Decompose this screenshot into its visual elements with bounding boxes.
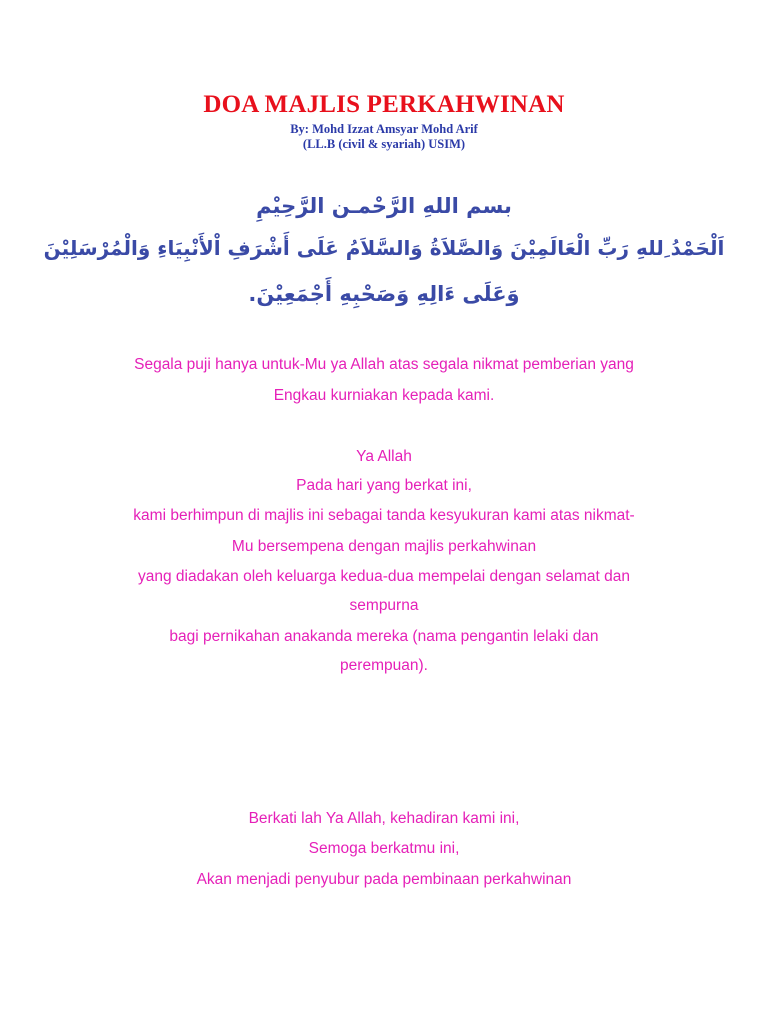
arabic-basmala: بسم اللهِ الرَّحْمـن الرَّحِيْمِ xyxy=(256,194,512,218)
paragraph-3-line-3: Akan menjadi penyubur pada pembinaan perkahwinan xyxy=(196,871,572,888)
paragraph-2-line-8: perempuan). xyxy=(340,657,428,674)
author-byline: By: Mohd Izzat Amsyar Mohd Arif xyxy=(290,122,478,136)
paragraph-2-line-3: kami berhimpun di majlis ini sebagai tanda kesyukuran kami atas nikmat- xyxy=(133,507,635,524)
paragraph-3-line-1: Berkati lah Ya Allah, kehadiran kami ini, xyxy=(248,810,520,827)
paragraph-2-line-7: bagi pernikahan anakanda mereka (nama pengantin lelaki dan xyxy=(169,628,599,645)
paragraph-1-line-2: Engkau kurniakan kepada kami. xyxy=(273,387,495,404)
arabic-hamdalah: اَلْحَمْدُ ِللهِ رَبِّ الْعَالَمِيْنَ وَالصَّلاَةُ وَالسَّلاَمُ عَلَى أَشْرَفِ اْلأَنْبِيَاءِ وَالْمُرْسَلِيْنَ xyxy=(43,236,725,260)
paragraph-1-line-1: Segala puji hanya untuk-Mu ya Allah atas segala nikmat pemberian yang xyxy=(134,356,634,373)
paragraph-2-line-4: Mu bersempena dengan majlis perkahwinan xyxy=(231,538,537,555)
paragraph-2-line-5: yang diadakan oleh keluarga kedua-dua mempelai dengan selamat dan xyxy=(137,568,631,585)
paragraph-2-line-6: sempurna xyxy=(349,597,419,614)
arabic-salawat-end: وَعَلَى ءَالِهِ وَصَحْبِهِ أَجْمَعِيْنَ. xyxy=(248,282,520,306)
author-credentials: (LL.B (civil & syariah) USIM) xyxy=(302,137,466,151)
paragraph-2-line-2: Pada hari yang berkat ini, xyxy=(296,477,472,494)
document-title: DOA MAJLIS PERKAHWINAN xyxy=(203,91,565,118)
paragraph-3-line-2: Semoga berkatmu ini, xyxy=(308,840,460,857)
paragraph-2-line-1: Ya Allah xyxy=(356,448,412,465)
